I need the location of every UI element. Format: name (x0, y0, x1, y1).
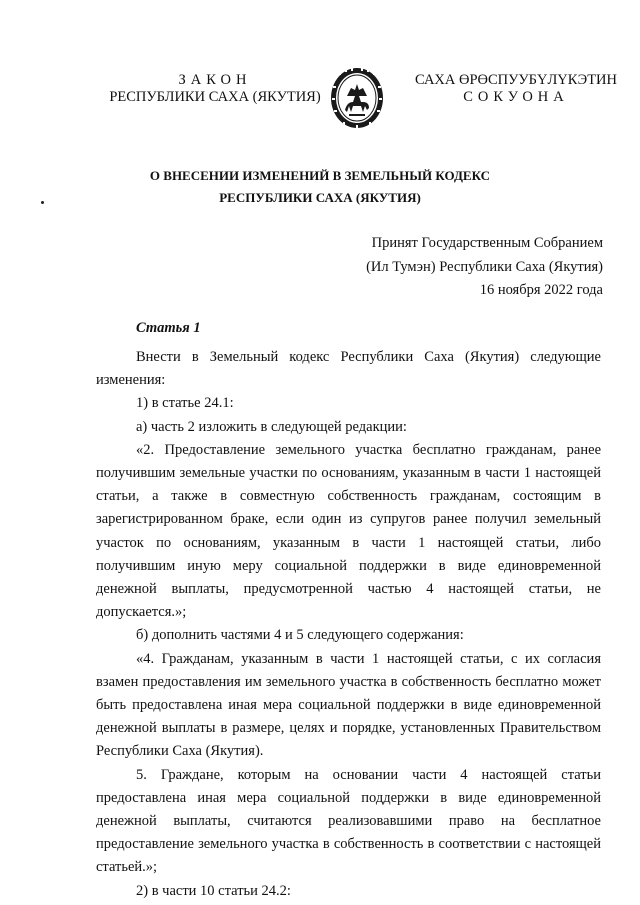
article-heading: Статья 1 (136, 320, 201, 336)
paragraph: «2. Предоставление земельного участка бесплатно гражданам, ранее получившим земельные участки по основаниям, указанным в части 1 настоящей статьи, а также в совместную собственность гражданам, состоящим в зарегистрированном браке, если один из супругов ранее получил земельный участок по основаниям, указанным в части 1 настоящей статьи, либо получившим иную меру социальной поддержки в виде единовременной денежной выплаты, предусмотренной частью 4 настоящей статьи, не допускается.»; (96, 441, 601, 621)
header-right (400, 72, 632, 106)
margin-dot (41, 201, 44, 204)
paragraph: а) часть 2 изложить в следующей редакции: (136, 418, 407, 435)
document-title-line1: О ВНЕСЕНИИ ИЗМЕНЕНИЙ В ЗЕМЕЛЬНЫЙ КОДЕКС (149, 168, 491, 183)
paragraph: «4. Гражданам, указанным в части 1 настоящей статьи, с их согласия взамен предоставления им земельного участка в собственность бесплатно может быть предоставлена иная мера социальной поддержки в виде единовременной денежной выплаты в размере, целях и порядке, установленных Правительством Республики Саха (Якутия). (96, 650, 601, 760)
adoption-block (366, 232, 603, 303)
header-left-title: ЗАКОН (178, 72, 252, 88)
header-right-subtitle: СОКУОНА (463, 89, 569, 105)
adoption-date: 16 ноября 2022 года (479, 282, 603, 298)
paragraph: б) дополнить частями 4 и 5 следующего содержания: (136, 627, 464, 644)
article-body (96, 346, 601, 903)
paragraph: 5. Граждане, которым на основании части 4 настоящей статьи предоставлена иная мера социальной поддержки в виде единовременной денежной выплаты, считаются реализовавшими право на бесплатное предоставление земельного участка в собственность в соответствии с настоящей статьей.»; (96, 766, 601, 876)
paragraph: 2) в части 10 статьи 24.2: (136, 882, 291, 899)
paragraph: 1) в статье 24.1: (136, 395, 234, 412)
header-right-title: САХА ӨРӨСПУУБҮЛҮКЭТИН (415, 72, 617, 88)
republic-emblem-icon (329, 66, 385, 130)
header-left-subtitle: РЕСПУБЛИКИ САХА (ЯКУТИЯ) (109, 89, 321, 105)
adoption-line2: (Ил Тумэн) Республики Саха (Якутия) (366, 258, 603, 275)
paragraph: Внести в Земельный кодекс Республики Саха (Якутия) следующие изменения: (96, 349, 601, 389)
header-left (100, 72, 330, 106)
document-title-line2: РЕСПУБЛИКИ САХА (ЯКУТИЯ) (219, 190, 421, 205)
adoption-line1: Принят Государственным Собранием (371, 235, 603, 251)
